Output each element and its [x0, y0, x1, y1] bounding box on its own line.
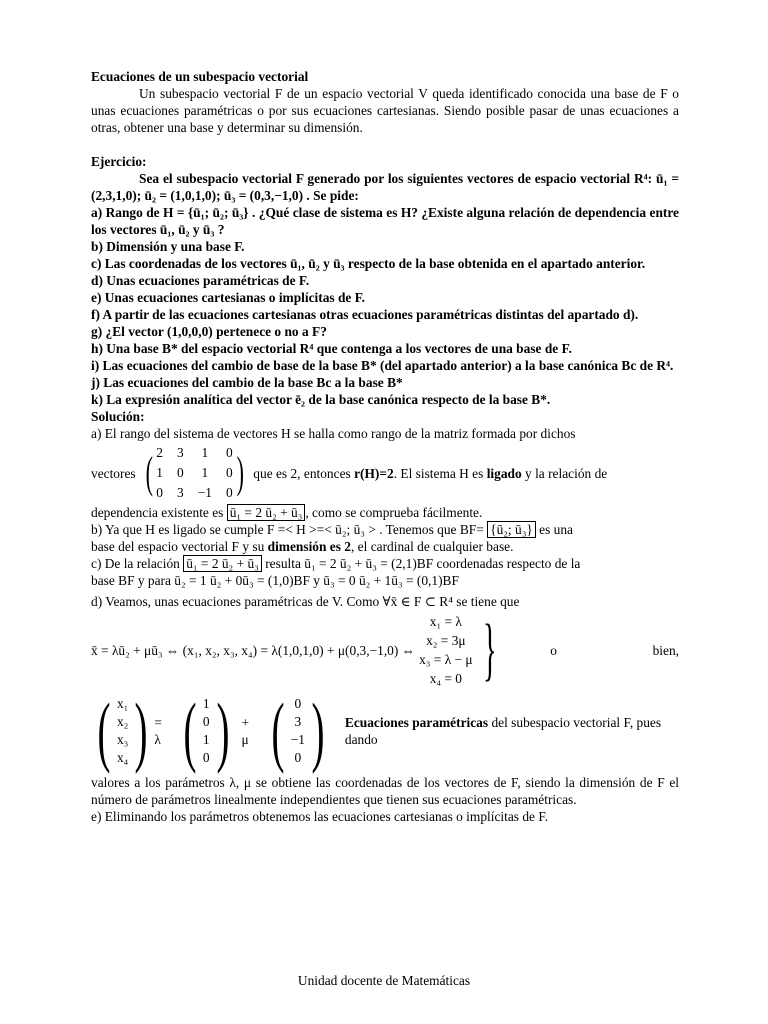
solution-c-pre: c) De la relación [91, 556, 180, 571]
dimension-pre: base del espacio vectorial F y su [91, 539, 265, 554]
matrix-cell: 0 [176, 465, 184, 480]
vector-component: 0 [294, 696, 302, 711]
section-title: Ecuaciones de un subespacio vectorial [91, 69, 309, 84]
vector-component: 0 [202, 714, 210, 729]
system-equation: x₃ = λ − μ [419, 652, 473, 667]
rank-text-pre: que es 2, entonces [253, 465, 351, 481]
solution-d-line3: valores a los parámetros λ, μ se obtiene las coordenadas de los vectores de F, siendo la dimensión de F el número de parámetros linealmente independientes que tienen sus ecuaciones paramétricas. [91, 775, 679, 807]
matrix-cell: 1 [201, 445, 209, 460]
solution-c-line1 [91, 555, 679, 572]
bien-word: bien, [652, 642, 679, 658]
intro-paragraph: Un subespacio vectorial F de un espacio vectorial V queda identificado conocida una base de F o unas ecuaciones paramétricas o por sus ecuaciones cartesianas. Siendo posible pasar de unas ecuaciones a otras, obtener una base y determinar su dimensión. [91, 86, 679, 135]
matrix-a-cells [156, 444, 232, 502]
solution-label: Solución: [91, 409, 145, 424]
solution-c-post: resulta ū₁ = 2 ū₂ + ū₃ = (2,1)BF coordenadas respecto de la [265, 556, 581, 571]
vector-component: 0 [202, 750, 210, 765]
vector-component: 3 [294, 714, 302, 729]
solution-a-line3 [91, 504, 679, 521]
parametric-post: del subespacio vectorial F, pues dando [344, 715, 662, 747]
parametric-system [419, 612, 473, 688]
rank-value: r(H)=2 [354, 465, 394, 481]
dependency-relation-box: ū₁ = 2 ū₂ + ū₃ [227, 504, 306, 521]
dimension-value: dimensión es 2 [267, 539, 351, 554]
question-item: d) Unas ecuaciones paramétricas de F. [91, 273, 310, 288]
vectores-label: vectores [91, 465, 136, 481]
question-item: g) ¿El vector (1,0,0,0) pertenece o no a F? [91, 324, 327, 339]
question-item: f) A partir de las ecuaciones cartesianas otras ecuaciones paramétricas distintas del apartado d). [91, 307, 639, 322]
solution-b-line1 [91, 521, 679, 538]
vector-component: x₄ [116, 750, 129, 765]
question-item: i) Las ecuaciones del cambio de base de la base B* (del apartado anterior) a la base canónica Bc de R⁴. [91, 358, 674, 373]
matrix-cell: −1 [197, 485, 212, 500]
plus-mu: + μ [241, 715, 250, 747]
matrix-cell: 1 [201, 465, 209, 480]
ligado-word: ligado [486, 465, 522, 481]
rank-text-post: y la relación de [525, 465, 608, 481]
matrix-cell: 0 [225, 465, 233, 480]
basis-box: {ū₂; ū₃} [487, 521, 536, 538]
exercise-label: Ejercicio: [91, 154, 147, 169]
question-list [91, 204, 679, 408]
vector-component: 1 [202, 696, 210, 711]
vector-component: 0 [294, 750, 302, 765]
matrix-cell: 3 [176, 485, 184, 500]
vector-component: −1 [290, 732, 305, 747]
matrix-cell: 0 [156, 485, 163, 500]
relation-box-c: ū₁ = 2 ū₂ + ū₃ [183, 555, 262, 572]
question-item: j) Las ecuaciones del cambio de la base Bc a la base B* [91, 375, 403, 390]
question-item: a) Rango de H = {ū₁; ū₂; ū₃} . ¿Qué clase de sistema es H? ¿Existe alguna relación de dependencia entre los vectores ū₁, ū₂ y ū₃ ? [91, 205, 679, 237]
solution-b-post: es una [539, 522, 573, 537]
page-footer: Unidad docente de Matemáticas [297, 973, 471, 988]
solution-d-line1: d) Veamos, unas ecuaciones paramétricas de V. Como ∀x̄ ∈ F ⊂ R⁴ se tiene que [91, 594, 520, 609]
right-brace: } [482, 611, 497, 688]
vector-mu: ( 0 3 −1 0 ) [271, 687, 325, 774]
question-item: e) Unas ecuaciones cartesianas o implícitas de F. [91, 290, 365, 305]
question-item: b) Dimensión y una base F. [91, 239, 245, 254]
vector-component: 1 [202, 732, 210, 747]
question-item: k) La expresión analítica del vector ē₂ de la base canónica respecto de la base B*. [91, 392, 551, 407]
matrix-a: ( 2 3 1 0 1 0 1 0 0 3 −1 0 ) [145, 445, 244, 500]
dimension-post: , el cardinal de cualquier base. [350, 539, 514, 554]
o-word: o [550, 642, 557, 658]
equals-lambda: = λ [154, 715, 162, 747]
question-item: c) Las coordenadas de los vectores ū₁, ū₂ y ū₃ respecto de la base obtenida en el apartado anterior. [91, 256, 646, 271]
solution-b-line2 [91, 538, 679, 555]
system-equation: x₁ = λ [429, 614, 462, 629]
vector-lambda: ( 1 0 1 0 ) [183, 687, 230, 774]
system-equation: x₄ = 0 [429, 671, 462, 686]
dependency-pre: dependencia existente es [91, 505, 224, 520]
question-item: h) Una base B* del espacio vectorial R⁴ que contenga a los vectores de una base de F. [91, 341, 572, 356]
parametric-label: Ecuaciones paramétricas [344, 715, 489, 730]
parametric-equivalence: x̄ = λū₂ + μū₃ ⇔ (x₁, x₂, x₃, x₄) = λ(1,0,1,0) + μ(0,3,−1,0) ⇔ [91, 642, 416, 658]
vector-x: ( x₁ x₂ x₃ x₄ ) [97, 687, 148, 774]
matrix-cell: 2 [156, 445, 163, 460]
solution-c-line2: base BF y para ū₂ = 1 ū₂ + 0ū₃ = (1,0)BF y ū₃ = 0 ū₂ + 1ū₃ = (0,1)BF [91, 573, 459, 588]
vector-component: x₃ [116, 732, 129, 747]
solution-a-line1: a) El rango del sistema de vectores H se halla como rango de la matriz formada por dichos [91, 426, 576, 441]
vector-equation-row [91, 687, 679, 774]
rank-text-mid: . El sistema H es [393, 465, 484, 481]
matrix-cell: 0 [225, 485, 233, 500]
matrix-cell: 3 [176, 445, 184, 460]
dependency-post: , como se comprueba fácilmente. [305, 505, 483, 520]
system-equation: x₂ = 3μ [426, 633, 466, 648]
vector-component: x₂ [116, 714, 129, 729]
matrix-cell: 1 [156, 465, 163, 480]
exercise-statement: Sea el subespacio vectorial F generado por los siguientes vectores de espacio vectorial R⁴: ū₁ = (2,3,1,0); ū₂ = (1,0,1,0); ū₃ = (0,3,−1,0) . Se pide: [91, 171, 679, 203]
solution-e: e) Eliminando los parámetros obtenemos las ecuaciones cartesianas o implícitas de F. [91, 809, 549, 824]
document-body [91, 68, 679, 825]
solution-a-matrix-row [91, 444, 679, 502]
matrix-cell: 0 [225, 445, 233, 460]
solution-b-text: b) Ya que H es ligado se cumple F =< H >=< ū₂; ū₃ > . Tenemos que BF= [91, 522, 484, 537]
vector-component: x₁ [116, 696, 129, 711]
parametric-system-row [91, 612, 679, 688]
